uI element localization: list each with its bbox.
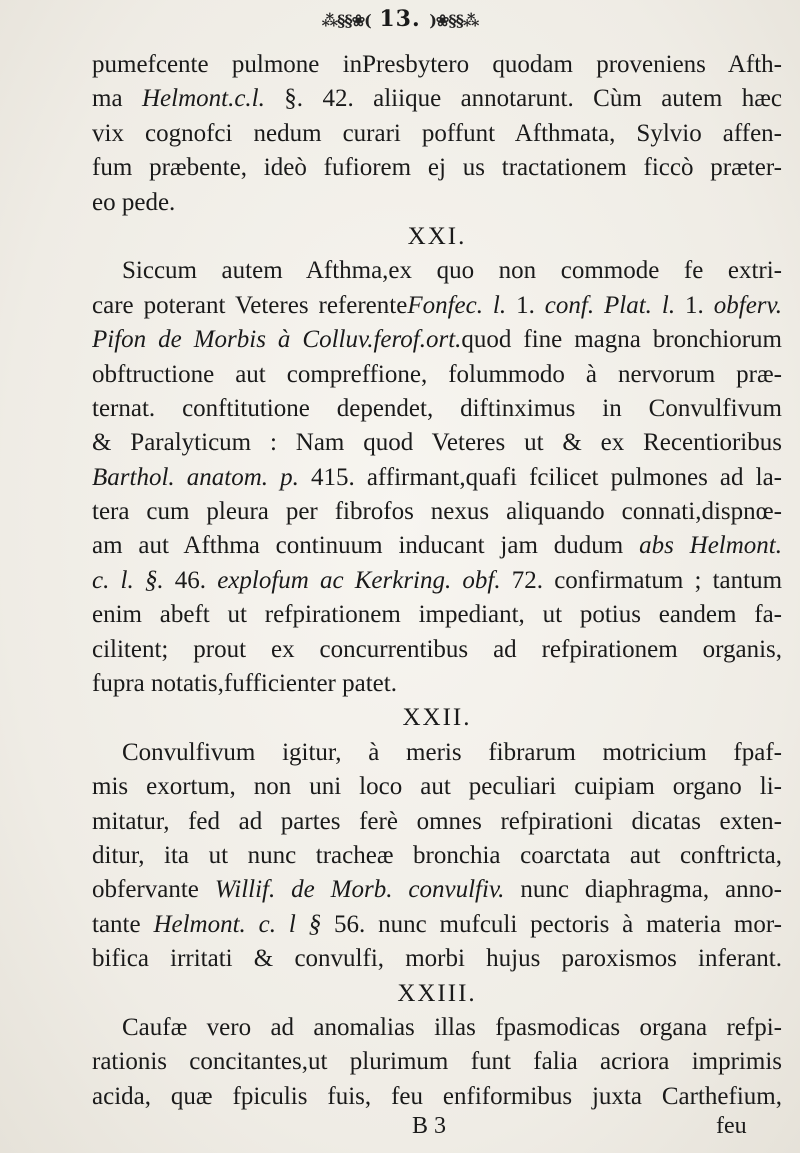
- section-heading: XXIII.: [397, 979, 477, 1007]
- page-number: 13.: [379, 6, 421, 32]
- text-fragment: ma: [92, 85, 142, 113]
- text-line: [92, 323, 782, 357]
- text-line: [92, 82, 782, 116]
- text-fragment: 415. affirmant,quafi fcilicet pulmones ad la-: [298, 463, 782, 491]
- page-header: [0, 6, 800, 32]
- text-line: pumefcente pulmone inPresbytero quodam proveniens Afth-: [92, 51, 782, 78]
- catchword: feu: [716, 1113, 747, 1139]
- text-fragment: 46.: [163, 566, 218, 594]
- text-line: fum præbente, ideò fufiorem ej us tractationem ficcò præter-: [92, 154, 782, 182]
- text-fragment: obfervante: [92, 876, 215, 904]
- text-fragment: 1.: [506, 291, 545, 319]
- text-line: bifica irritati & convulfi, morbi hujus paroxismos inferant.: [92, 945, 782, 973]
- section-heading: XXI.: [407, 222, 467, 250]
- citation-italic: conf. Plat. l.: [544, 291, 676, 319]
- text-line: & Paralyticum : Nam quod Veteres ut & ex Recentioribus: [92, 429, 782, 457]
- text-line: vix cognofci nedum curari poffunt Afthmata, Sylvio affen-: [92, 119, 782, 147]
- text-line: mitatur, fed ad partes ferè omnes refpirationi dicatas exten-: [92, 807, 782, 835]
- text-line: fupra notatis,fufficienter patet.: [92, 670, 397, 698]
- body-text: [92, 48, 782, 1114]
- text-fragment: nunc diaphragma, anno-: [504, 876, 782, 904]
- text-fragment: care poterant Veteres referente: [92, 291, 408, 319]
- text-line: ditur, ita ut nunc tracheæ bronchia coarctata aut conftricta,: [92, 841, 782, 869]
- citation-italic: c. l. §.: [92, 566, 164, 594]
- text-line: [92, 461, 782, 495]
- text-line: enim abeft ut refpirationem impediant, ut potius eandem fa-: [92, 601, 782, 629]
- page-footer: [0, 1113, 800, 1147]
- text-line: [92, 289, 782, 323]
- text-line: Caufæ vero ad anomalias illas fpasmodicas organa refpi-: [122, 1013, 782, 1041]
- citation-italic: Helmont. c. l §: [153, 910, 322, 938]
- text-line: cilitent; prout ex concurrentibus ad refpirationem organis,: [92, 635, 782, 663]
- citation-italic: Willif. de Morb. convulfiv.: [214, 876, 505, 904]
- text-line: [92, 529, 782, 563]
- text-fragment: tante: [92, 910, 154, 938]
- section-heading: XXII.: [402, 704, 472, 732]
- text-line: [92, 564, 782, 598]
- text-fragment: quod fine magna bronchiorum: [461, 326, 782, 354]
- text-fragment: am aut Afthma continuum inducant jam dudum: [92, 532, 640, 560]
- text-line: acida, quæ fpiculis fuis, feu enfiformibus juxta Carthefium,: [92, 1082, 782, 1110]
- citation-italic: Pifon de Morbis à Colluv.ferof.ort.: [92, 326, 462, 354]
- citation-italic: abs Helmont.: [639, 532, 782, 560]
- text-line: [92, 873, 782, 907]
- header-ornament-right: )❀§§⁂: [429, 11, 479, 30]
- text-line: Siccum autem Afthma,ex quo non commode fe extri-: [122, 257, 782, 285]
- text-line: tera cum pleura per fibrofos nexus aliquando connati,dispnœ-: [92, 498, 782, 526]
- text-fragment: §. 42. aliique annotarunt. Cùm autem hæc: [264, 85, 782, 113]
- citation-italic: obferv.: [713, 291, 782, 319]
- citation-italic: Barthol. anatom. p.: [92, 463, 299, 491]
- text-line: Convulfivum igitur, à meris fibrarum motricium fpaf-: [122, 738, 782, 766]
- text-line: mis exortum, non uni loco aut peculiari cuipiam organo li-: [92, 773, 782, 801]
- text-line: rationis concitantes,ut plurimum funt falia acriora imprimis: [92, 1048, 782, 1076]
- text-line: eo pede.: [92, 188, 176, 216]
- text-fragment: 72. confirmatum ; tantum: [500, 566, 782, 594]
- header-ornament-left: ⁂§§❀(: [321, 11, 371, 30]
- citation-italic: explofum ac Kerkring. obf.: [217, 566, 501, 594]
- citation-italic: Fonfec. l.: [407, 291, 507, 319]
- signature-mark: B 3: [412, 1113, 447, 1139]
- text-line: obftructione aut compreffione, folummodo à nervorum præ-: [92, 360, 782, 388]
- text-fragment: 56. nunc mufculi pectoris à materia mor-: [321, 910, 782, 938]
- citation-italic: Helmont.c.l.: [141, 85, 265, 113]
- text-fragment: 1.: [675, 291, 714, 319]
- text-line: ternat. conftitutione dependet, diftinximus in Convulfivum: [92, 394, 782, 422]
- text-line: [92, 908, 782, 942]
